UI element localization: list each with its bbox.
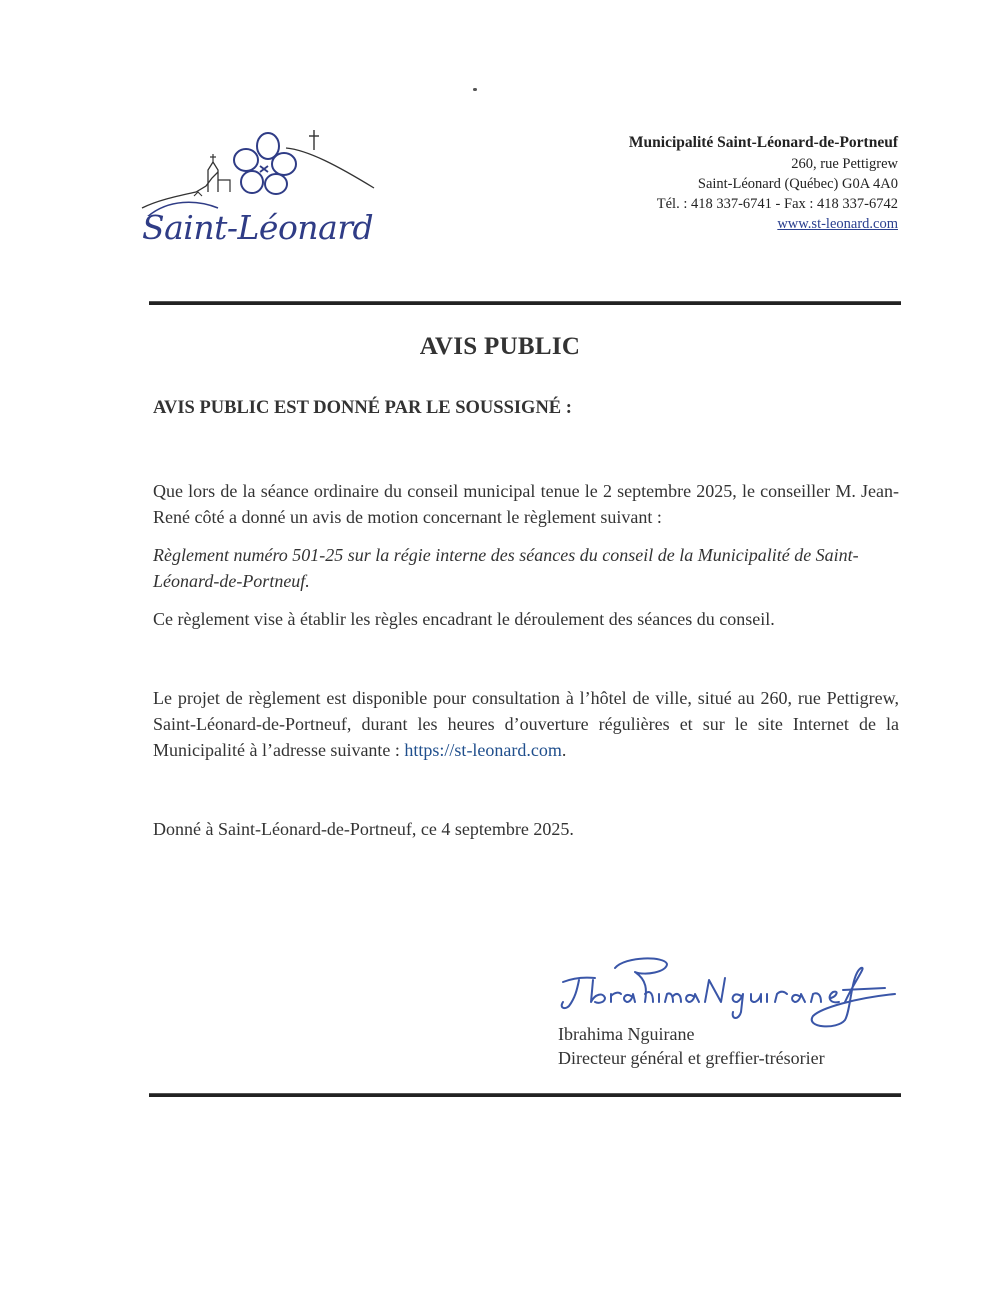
municipal-logo: [138, 126, 390, 258]
org-name: Municipalité Saint-Léonard-de-Portneuf: [628, 134, 898, 151]
consultation-text: Le projet de règlement est disponible pour consultation à l’hôtel de ville, situé au 260, rue Pettigrew, Saint-Léonard-de-Portneuf, durant les heures d’ouverture régulières et sur le site Internet de la Municipalité à l’adresse suivante :: [153, 688, 899, 760]
phone-fax-line: Tél. : 418 337-6741 - Fax : 418 337-6742: [656, 196, 898, 212]
header-divider: [149, 299, 901, 305]
website-url-link[interactable]: https://st-leonard.com: [404, 740, 562, 760]
notice-subtitle: AVIS PUBLIC EST DONNÉ PAR LE SOUSSIGNÉ :: [153, 398, 572, 418]
paragraph-motion: Que lors de la séance ordinaire du conseil municipal tenue le 2 septembre 2025, le conseiller M. Jean-René côté a donné un avis de motion concernant le règlement suivant :: [153, 481, 899, 527]
website-link[interactable]: www.st-leonard.com: [777, 216, 898, 232]
signatory-name: Ibrahima Nguirane: [558, 1024, 695, 1044]
signatory-role: Directeur général et greffier-trésorier: [558, 1048, 825, 1068]
contact-block: [629, 133, 898, 234]
paragraph-given-at: Donné à Saint-Léonard-de-Portneuf, ce 4 septembre 2025.: [153, 819, 574, 839]
logo-wordmark: Saint-Léonard: [142, 208, 374, 247]
scan-speck: [473, 88, 477, 91]
signature-icon: [555, 950, 900, 1032]
church-flower-icon: [138, 126, 390, 216]
consultation-end: .: [561, 740, 567, 760]
handwritten-signature: [555, 950, 900, 1032]
footer-divider: [149, 1091, 901, 1097]
signatory-block: [558, 1022, 825, 1070]
address-line: 260, rue Pettigrew: [791, 156, 898, 172]
page-title: AVIS PUBLIC: [419, 333, 581, 360]
city-line: Saint-Léonard (Québec) G0A 4A0: [697, 176, 898, 192]
paragraph-bylaw-title: Règlement numéro 501-25 sur la régie interne des séances du conseil de la Municipalité de Saint-Léonard-de-Portneuf.: [153, 545, 859, 591]
paragraph-purpose: Ce règlement vise à établir les règles encadrant le déroulement des séances du conseil.: [153, 609, 775, 629]
paragraph-consultation: [153, 685, 899, 763]
